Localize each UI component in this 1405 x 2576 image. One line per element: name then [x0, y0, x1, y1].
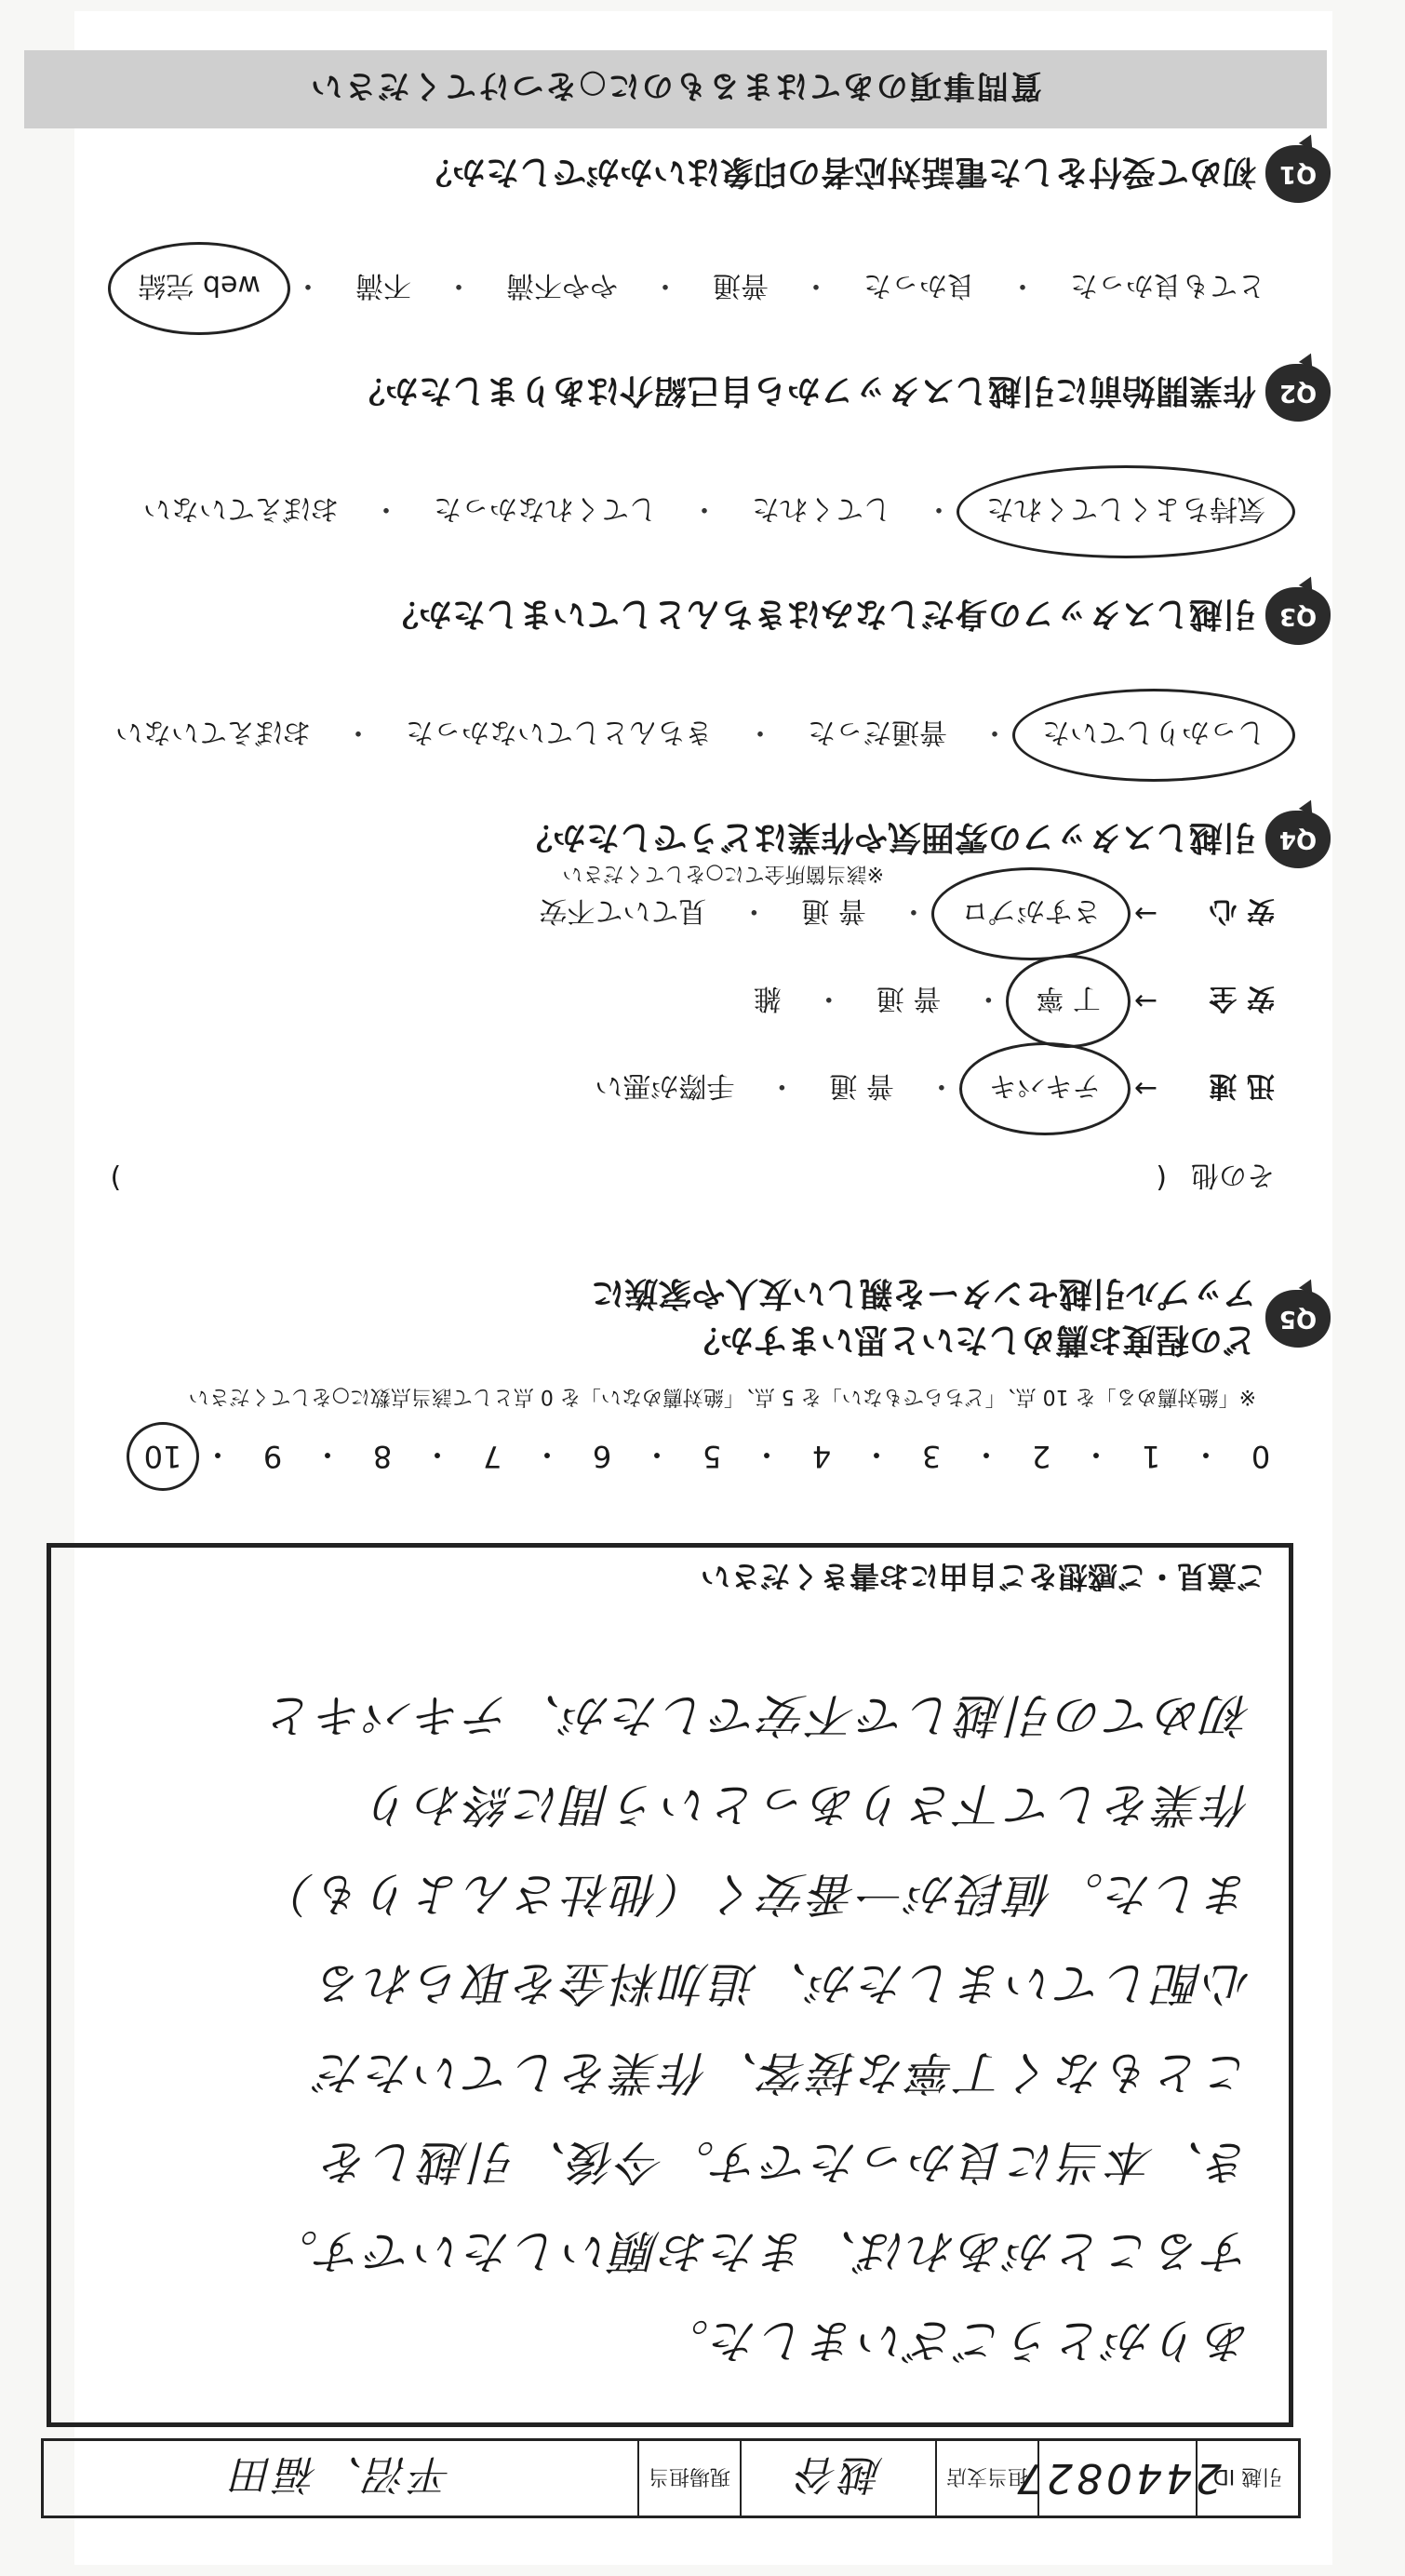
q1-question: 初めて受付をした電話対応者の印象はいかがでしたか？	[418, 153, 1256, 191]
comment-line-text: き、本当に良かったです。今後、引越しを	[320, 2135, 1251, 2189]
option[interactable]: 良かった	[863, 269, 975, 302]
option[interactable]: 見ていて不安	[539, 894, 707, 927]
comment-line: こともなく丁寧な接客、作業をしていただ	[314, 2046, 1251, 2100]
option[interactable]: 普 通	[801, 894, 866, 927]
q4-note: ※該当箇所全てに○をしてください	[562, 862, 884, 885]
id-value: 2440827	[1037, 2441, 1196, 2516]
q3-badge: Q3	[1265, 587, 1331, 645]
option[interactable]: 普通	[713, 269, 769, 302]
q4-badge: Q4	[1265, 811, 1331, 868]
comment-line	[79, 2117, 1251, 2207]
scale-10[interactable]: 10	[141, 1439, 184, 1474]
other-paren-close: )	[110, 1161, 122, 1195]
option-selected[interactable]: web 完結	[128, 262, 270, 315]
option[interactable]: 雑	[753, 982, 782, 1014]
row-label: 安 心	[1209, 894, 1275, 927]
scale-3[interactable]: 3	[921, 1439, 942, 1474]
option[interactable]: 不満	[355, 269, 411, 302]
scale-5[interactable]: 5	[702, 1439, 722, 1474]
option-selected[interactable]: テキパキ	[980, 1063, 1110, 1115]
q1-options: とても良かった ・ 良かった ・ 普通 ・ やや不満 ・ 不満 ・ web 完結	[128, 262, 1275, 315]
option[interactable]: おぼえていない	[143, 492, 339, 525]
scale-0[interactable]: 0	[1251, 1439, 1271, 1474]
comment-line: することがあれば、またお願いしたいです。	[269, 2224, 1251, 2278]
q5-note: ※「絶対薦める」を 10 点、「どちらでもない」を 5 点、「絶対薦めない」を 0 点として該当点数に○をしてください	[188, 1385, 1256, 1408]
scale-1[interactable]: 1	[1141, 1439, 1161, 1474]
row-label: 迅 速	[1209, 1069, 1275, 1102]
scale-7[interactable]: 7	[482, 1439, 502, 1474]
option-selected[interactable]: 気持ちよくしてくれた	[977, 486, 1275, 538]
option-selected[interactable]: さすがプロ	[952, 888, 1110, 940]
other-label: その他	[1191, 1159, 1275, 1191]
option[interactable]: してくれなかった	[434, 492, 657, 525]
q1-badge: Q1	[1265, 145, 1331, 203]
comment-box	[47, 1543, 1293, 2427]
scale-2[interactable]: 2	[1031, 1439, 1051, 1474]
q4-row-relief: 安 心 → さすがプロ ・ 普 通 ・ 見ていて不安	[529, 888, 1275, 940]
scale-9[interactable]: 9	[262, 1439, 283, 1474]
comment-line: 心配していましたが、追加料金を取られる	[314, 1956, 1251, 2010]
q4-other-row	[111, 1158, 1275, 1199]
staff-label: 現場担当	[637, 2441, 740, 2516]
recommend-scale: 0 ・ 1 ・ 2 ・ 3 ・ 4 ・ 5 ・ 6 ・ 7 ・ 8 ・ 9 ・ 10	[141, 1435, 1282, 1478]
option[interactable]: 普 通	[829, 1069, 894, 1102]
q4-row-speed: 迅 速 → テキパキ ・ 普 通 ・ 手際が悪い	[585, 1063, 1275, 1115]
option-selected[interactable]: しっかりしていた	[1033, 709, 1275, 761]
comment-line: ありがとうございました。	[660, 2314, 1251, 2368]
row-label: 安 全	[1209, 982, 1275, 1014]
comment-line: ました。値段が一番安く（他社さんよりも）	[265, 1867, 1251, 1921]
arrow-icon: →	[1133, 985, 1157, 1018]
scale-4[interactable]: 4	[811, 1439, 832, 1474]
id-label: 引越 ID	[1196, 2441, 1298, 2516]
arrow-icon: →	[1133, 897, 1157, 931]
q2-badge: Q2	[1265, 364, 1331, 422]
q2-options: 気持ちよくしてくれた ・ してくれた ・ してくれなかった ・ おぼえていない	[134, 486, 1275, 538]
option[interactable]: 普 通	[876, 982, 942, 1014]
option-selected[interactable]: 丁 寧	[1026, 975, 1110, 1027]
comment-line: 初めての引越しで不安でしたが、テキパキと	[265, 1688, 1251, 1742]
q4-row-safety: 安 全 → 丁 寧 ・ 普 通 ・ 雑	[744, 975, 1275, 1027]
scale-6[interactable]: 6	[592, 1439, 612, 1474]
option[interactable]: してくれた	[752, 492, 891, 525]
branch-label: 担当支店	[935, 2441, 1037, 2516]
arrow-icon: →	[1133, 1072, 1157, 1106]
comment-line: 作業をして下さりあっという間に終わり	[364, 1778, 1251, 1831]
q3-question: 引越しスタッフの身だしなみはきちんとしていましたか？	[384, 595, 1256, 633]
other-paren-open: (	[1156, 1161, 1167, 1195]
instruction-band	[24, 50, 1327, 128]
option[interactable]: 普通だった	[808, 716, 947, 748]
comment-title: ご意見・ご感想をご自由にお書きください	[700, 1559, 1266, 1594]
option[interactable]: とても良かった	[1070, 269, 1265, 302]
q2-question: 作業開始前に引越しスタッフから自己紹介はありましたか？	[351, 371, 1256, 409]
q3-options: しっかりしていた ・ 普通だった ・ きちんとしていなかった ・ おぼえていない	[106, 709, 1275, 761]
instruction-text: 質問事項のあてはまるものに○をつけてください	[309, 67, 1042, 105]
branch-value: 越谷	[740, 2441, 935, 2516]
option[interactable]: 手際が悪い	[595, 1069, 735, 1102]
option[interactable]: きちんとしていなかった	[406, 716, 713, 748]
option[interactable]: やや不満	[506, 269, 618, 302]
staff-info-table	[41, 2438, 1301, 2518]
q4-question: 引越しスタッフの雰囲気や作業はどうでしたか？	[518, 818, 1256, 856]
option[interactable]: おぼえていない	[115, 716, 311, 748]
comment-lines	[79, 1670, 1251, 2385]
q5-question-line2: どの程度お薦めしたいと思いますか？	[686, 1321, 1256, 1359]
scale-8[interactable]: 8	[372, 1439, 393, 1474]
q5-badge: Q5	[1265, 1290, 1331, 1348]
q5-question-line1: アップル引越センターを親しい友人や家族に	[591, 1274, 1256, 1312]
staff-value: 平沼、福田	[229, 2450, 452, 2498]
